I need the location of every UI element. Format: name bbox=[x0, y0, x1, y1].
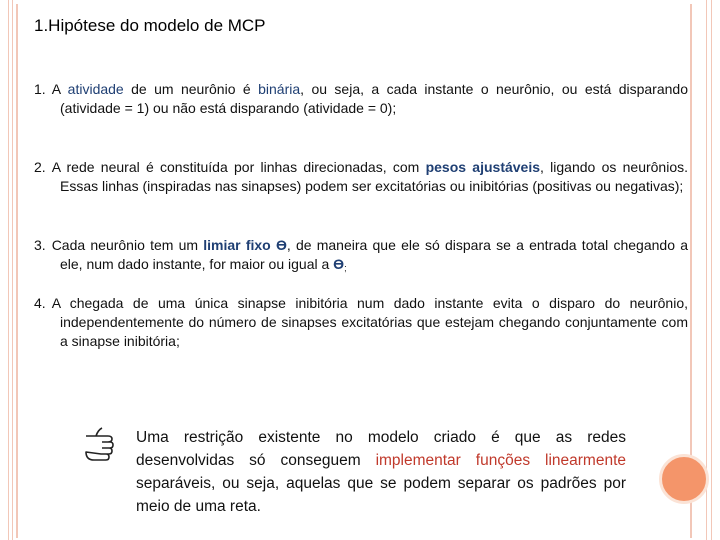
text-run: , de maneira que ele só dispara se a entrada total chegando a ele, num dado instante, for maior ou igual a bbox=[60, 237, 688, 272]
text-run: Cada neurônio tem um bbox=[51, 237, 204, 253]
highlighted-text: ; bbox=[344, 263, 347, 273]
left-guide-line-outer bbox=[8, 0, 9, 540]
highlighted-text: implementar funções linearmente bbox=[375, 452, 627, 469]
list-item bbox=[34, 158, 688, 196]
list-number: 4. bbox=[34, 295, 46, 311]
restriction-note bbox=[136, 426, 626, 518]
list-item bbox=[34, 236, 688, 278]
list-item bbox=[34, 294, 688, 351]
pointing-hand-icon bbox=[82, 420, 126, 464]
slide-panel bbox=[16, 4, 692, 538]
text-run: Uma restrição existente no modelo criado é que as redes desenvolvidas só conseguem bbox=[136, 429, 626, 469]
text-run: , ou seja, a cada instante o neurônio, ou está disparando (atividade = 1) ou não está disparando (atividade = 0); bbox=[60, 81, 688, 116]
list-number: 2. bbox=[34, 159, 46, 175]
text-run: , ligando os neurônios. Essas linhas (inspiradas nas sinapses) podem ser excitatórias ou inibitórias (positivas ou negativas); bbox=[60, 159, 689, 194]
text-run: A bbox=[51, 81, 68, 97]
list-item bbox=[34, 80, 688, 118]
right-guide-line-inner bbox=[706, 0, 707, 540]
list-number: 1. bbox=[34, 81, 46, 97]
list-item-3 bbox=[34, 236, 688, 278]
list-item-4 bbox=[34, 294, 688, 351]
highlighted-text: atividade bbox=[67, 81, 124, 97]
highlighted-text: pesos ajustáveis bbox=[425, 159, 541, 175]
right-guide-line-outer bbox=[711, 0, 712, 540]
list-item-1 bbox=[34, 80, 688, 118]
orange-circle-decoration bbox=[659, 454, 709, 504]
highlighted-text: limiar fixo ϴ bbox=[203, 237, 287, 253]
text-run: A rede neural é constituída por linhas direcionadas, com bbox=[51, 159, 426, 175]
slide-title: 1.Hipótese do modelo de MCP bbox=[34, 16, 266, 35]
text-run: separáveis, ou seja, aquelas que se podem separar os padrões por meio de uma reta. bbox=[136, 475, 626, 515]
highlighted-text: binária bbox=[258, 81, 301, 97]
list-number: 3. bbox=[34, 237, 46, 253]
highlighted-text: ϴ bbox=[333, 256, 345, 272]
left-guide-line-inner bbox=[12, 0, 13, 540]
text-run: de um neurônio é bbox=[123, 81, 259, 97]
list-item-2 bbox=[34, 158, 688, 196]
text-run: A chegada de uma única sinapse inibitória num dado instante evita o disparo do neurônio, independentemente do número de sinapses excitatórias que estejam chegando conjuntamente com a sinapse inibitória; bbox=[51, 295, 688, 349]
